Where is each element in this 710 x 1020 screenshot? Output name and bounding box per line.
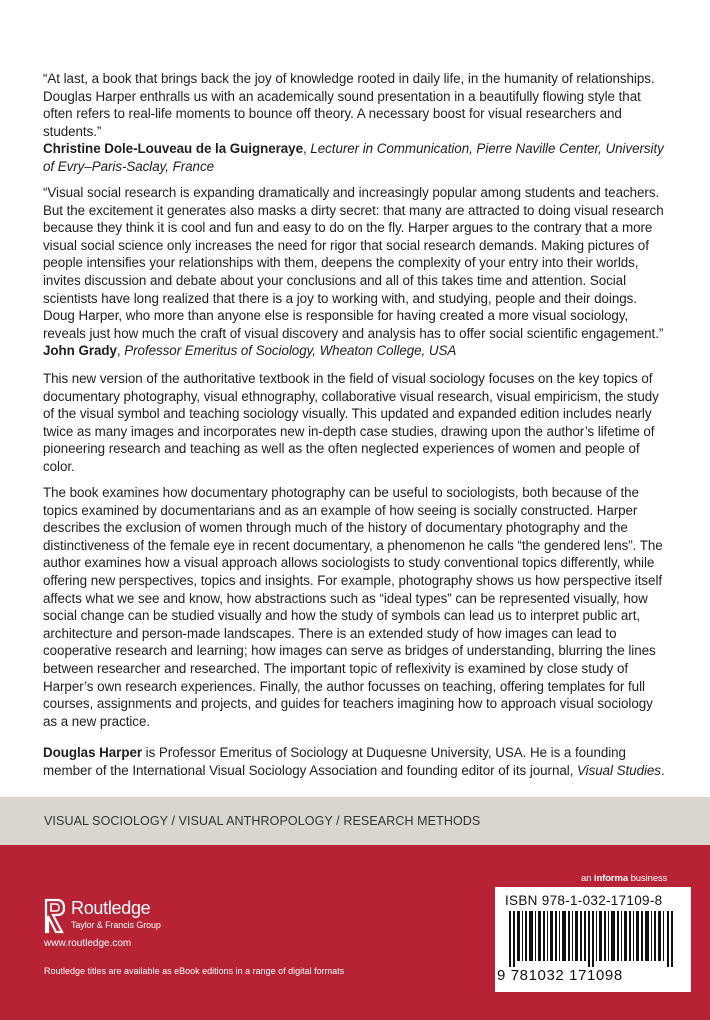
description-paragraph-2	[43, 484, 668, 730]
praise-quote-1-attribution: Christine Dole-Louveau de la Guigneraye, Lecturer in Communication, Pierre Naville Center, University of Evry–Paris-Saclay, France	[43, 141, 664, 174]
description-paragraph-2-text: The book examines how documentary photography can be useful to sociologists, both because of the topics examined by documentarians and as an example of how seeing is socially constructed. Harper describes the exclusion of women through much of the history of documentary photography and the distinctiveness of the female eye in recent documentary, a phenomenon he calls “the gendered lens”. The author examines how a visual approach allows sociologists to study conventional topics differently, while offering new perspectives, topics and insights. For example, photography shows us how perspective itself affects what we see and know, how abstractions such as “ideal types” can be represented visually, how social change can be studied visually and how the study of symbols can lead us to interpret public art, architecture and person-made landscapes. There is an extended study of how images can lead to cooperative research and learning; how images can serve as bridges of understanding, blurring the lines between researcher and researched. The important topic of reflexivity is examined by close study of Harper’s own research experiences. Finally, the author focusses on teaching, offering templates for full courses, assignments and projects, and guides for teachers imagining how to approach visual sociology as a new practice.	[43, 485, 663, 729]
author-bio-name: Douglas Harper	[43, 745, 143, 760]
isbn-barcode-box	[495, 887, 691, 992]
author-bio-text	[43, 744, 668, 779]
praise-quote-2-text: “Visual social research is expanding dramatically and increasingly popular among students and teachers. But the excitement it generates also masks a dirty secret: that many are attracted to doing visual research because they think it is cool and fun and easy to do on the fly. Harper argues to the contrary that a more visual social science only increases the need for rigor that social research demands. Making pictures of people intensifies your relationships with them, deepens the complexity of your entry into their worlds, invites discussion and debate about your conclusions and all of this takes time and attention. Social scientists have long realized that there is a joy to working with, and studying, people and their doings. Doug Harper, who more than anyone else is responsible for having created a more visual sociology, reveals just how much the craft of visual discovery and analysis has to offer social scientific engagement.”	[43, 185, 664, 341]
informa-word: informa	[593, 873, 629, 884]
praise-quote-1-affiliation: Lecturer in Communication, Pierre Naville Center, University of Evry–Paris-Saclay, France	[43, 141, 664, 174]
barcode-icon	[509, 911, 677, 967]
isbn-label: ISBN 978-1-032-17109-8	[505, 893, 663, 908]
subject-categories: VISUAL SOCIOLOGY / VISUAL ANTHROPOLOGY / RESEARCH METHODS	[44, 814, 481, 828]
description-paragraph-1	[43, 370, 668, 476]
publisher-website-link[interactable]: www.routledge.com	[44, 938, 132, 949]
praise-quote-1	[43, 70, 668, 176]
informa-prefix: an	[581, 873, 594, 884]
praise-quote-1-name: Christine Dole-Louveau de la Guigneraye	[43, 141, 303, 157]
ebook-availability-note: Routledge titles are available as eBook editions in a range of digital formats	[44, 966, 345, 976]
publisher-name: Routledge	[71, 898, 151, 918]
praise-quote-2-name: John Grady	[43, 343, 117, 359]
author-bio	[43, 744, 668, 779]
author-bio-end: .	[660, 762, 665, 778]
publisher-tagline: Taylor & Francis Group	[71, 920, 161, 930]
barcode-digits: 9 781032 171098	[497, 967, 623, 984]
praise-quote-1-text: “At last, a book that brings back the joy of knowledge rooted in daily life, in the humanity of relationships. Douglas Harper enthralls us with an academically sound presentation in a beautifully flowing style that often refers to real-life moments to bounce off theory. A necessary boost for visual researchers and students.”	[43, 71, 655, 139]
description-paragraph-1-text: This new version of the authoritative textbook in the field of visual sociology focuses on the key topics of documentary photography, visual ethnography, collaborative visual research, visual empiricism, the study of the visual symbol and teaching sociology visually. This updated and expanded edition includes nearly twice as many images and incorporates new in-depth case studies, drawing upon the author’s lifetime of pioneering research and teaching as well as the often neglected experiences of women and people of color.	[43, 371, 659, 474]
author-bio-body: is Professor Emeritus of Sociology at Duquesne University, USA. He is a founding member of the International Visual Sociology Association and founding editor of its journal,	[43, 745, 626, 778]
author-bio-journal: Visual Studies	[577, 762, 661, 778]
praise-quote-2-attribution: John Grady, Professor Emeritus of Sociology, Wheaton College, USA	[43, 343, 457, 359]
informa-business-label	[581, 873, 667, 884]
informa-suffix: business	[628, 873, 668, 884]
praise-quote-2-affiliation: Professor Emeritus of Sociology, Wheaton College, USA	[124, 343, 457, 359]
routledge-logo-icon	[44, 898, 66, 934]
praise-quote-2	[43, 184, 668, 360]
